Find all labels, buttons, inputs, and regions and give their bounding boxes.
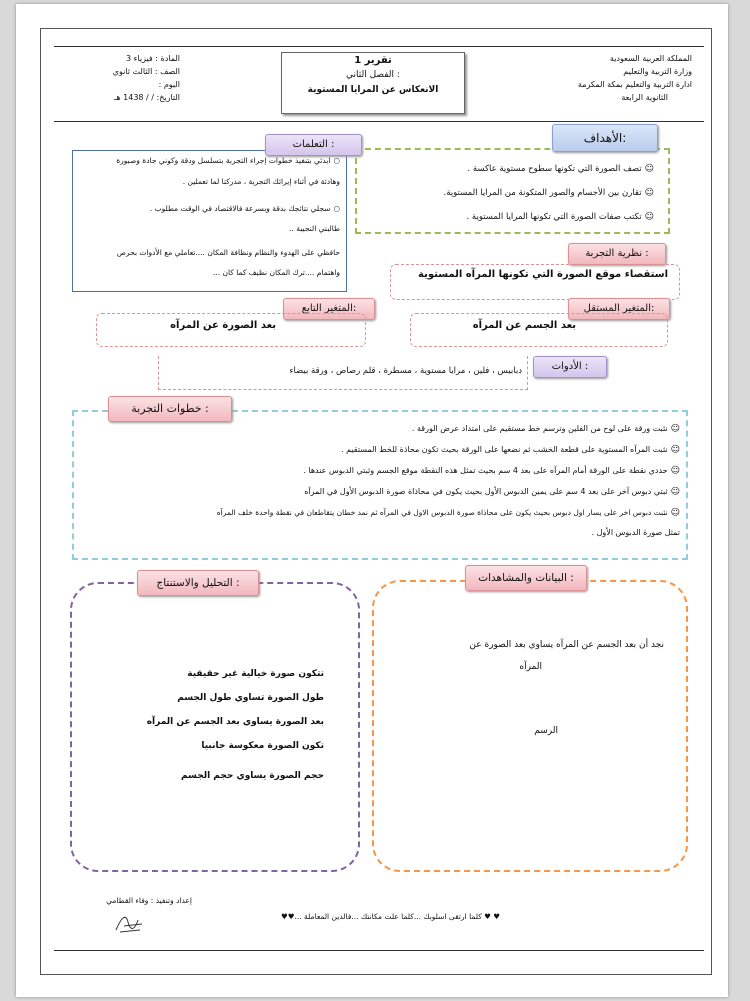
step-text: نثبت دبوس اخر على يسار اول دبوس بحيث يكون على محاذاة صورة الدبوس الاول في المرآه ثم نمد خطان يتقاطعان في نقطة واحدة خلف المرآه <box>216 508 668 517</box>
header-right-line: الثانوية الرابعة <box>621 93 668 102</box>
step-item <box>80 445 680 466</box>
instruction-line <box>78 156 340 177</box>
objectives-label: الأهداف: <box>552 124 658 152</box>
instructions-label: التعلمات : <box>265 134 362 156</box>
subject-info <box>80 52 180 104</box>
report-number: تقرير 1 <box>354 55 392 66</box>
header-bottom-rule <box>54 121 704 122</box>
instruction-line: طالبتي النجيبة .. <box>289 224 340 233</box>
objectives-list <box>364 157 654 229</box>
tools-text: دبابيس ، فلين ، مرايا مستوية ، مسطرة ، قلم رصاص ، ورقة بيضاء <box>289 366 522 376</box>
footer-slogan: ♥ ♥ كلما ارتقى اسلوبك ...كلما علت مكانتك ...فالدين المعاملة ...♥♥ <box>281 912 500 921</box>
dependent-variable-label: المتغير التابع: <box>283 298 375 320</box>
steps-label: خطوات التجربة : <box>108 396 232 422</box>
smiley-icon: ☺ <box>644 164 654 174</box>
smiley-icon: ☺ <box>644 188 654 198</box>
day-line: اليوم : <box>158 80 180 89</box>
subject-line: المادة : فيزياء 3 <box>126 54 180 63</box>
instruction-line: حافظي على الهدوء والنظام ونظافة المكان ....تعاملي مع الأدوات بحرص <box>116 248 340 257</box>
step-text: نثبت ورقة على لوح من الفلين ونرسم خط مستقيم على امتداد عرض الورقة . <box>411 424 668 433</box>
instructions-list <box>78 156 340 286</box>
drawing-label: الرسم <box>534 726 558 736</box>
smiley-icon: ☺ <box>670 508 680 518</box>
analysis-line: حجم الصورة يساوي حجم الجسم <box>181 771 324 781</box>
tools-label: الأدوات : <box>533 356 607 378</box>
date-line: التاريخ: / / 1438 هـ <box>114 93 180 102</box>
step-text: ثبتي دبوس آخر على بعد 4 سم على يمين الدبوس الأول بحيث يكون في محاذاة صورة الدبوس الأول في المرآه <box>304 487 668 496</box>
step-continuation: تمثل صورة الدبوس الأول . <box>591 528 680 537</box>
objective-item <box>364 157 654 181</box>
bullet-icon: ○ <box>333 204 340 213</box>
objective-item <box>364 181 654 205</box>
instruction-line: واهتمام ....ترك المكان نظيف كما كان ... <box>212 268 340 277</box>
footer-rule <box>54 950 704 951</box>
step-text: نثبت المرآه المستوية على قطعة الخشب ثم نضعها على الورقة بحيث تكون محاذة للخط المستقيم . <box>340 445 668 454</box>
independent-variable-value: بعد الجسم عن المرآه <box>472 320 576 331</box>
instruction-text: سجلي نتائجك بدقة وبسرعة فالاقتصاد في الوقت مطلوب . <box>149 204 331 213</box>
step-item <box>80 466 680 487</box>
analysis-label: التحليل والاستنتاج : <box>137 570 259 596</box>
analysis-line: تكون الصورة معكوسة جانبيا <box>201 741 324 751</box>
header-right-line: ادارة التربية والتعليم بمكة المكرمة <box>577 80 692 89</box>
step-item <box>80 487 680 508</box>
header-top-rule <box>54 46 704 47</box>
step-text: حددي نقطة على الورقة أمام المرآه على بعد 4 سم بحيث تمثل هذه النقطة موقع الجسم وثبتي الدبوس عندها . <box>303 466 668 475</box>
smiley-icon: ☺ <box>670 487 680 497</box>
instruction-line: وهادئة في أثناء إيرائك التجربة ، مدركتا لما تعملين . <box>182 177 340 186</box>
analysis-list <box>140 662 324 788</box>
observations-label: البيانات والمشاهدات : <box>465 565 587 591</box>
smiley-icon: ☺ <box>670 466 680 476</box>
objective-item <box>364 205 654 229</box>
instruction-text: ابدئي بتنفيذ خطوات إجراء التجربة بتسلسل ودقة وكوني جادة وصبورة <box>116 156 331 165</box>
analysis-line: بعد الصورة يساوي بعد الجسم عن المرآه <box>146 717 324 727</box>
report-title-box <box>281 52 465 114</box>
analysis-line: تتكون صورة خيالية غير حقيقية <box>187 669 324 679</box>
school-info <box>502 52 692 104</box>
objective-text: تكتب صفات الصورة التي تكونها المرايا المستوية . <box>466 212 642 222</box>
signature-scribble <box>112 910 148 936</box>
bullet-icon: ○ <box>333 156 340 165</box>
lesson-topic: الانعكاس عن المرايا المستوية <box>307 85 439 95</box>
theory-label: نظرية التجربة : <box>568 243 666 265</box>
theory-text: استقصاء موقع الصورة التي تكونها المرآه المستوية <box>418 269 668 280</box>
dependent-variable-value: بعد الصورة عن المرآه <box>170 320 276 331</box>
chapter-label: الفصل الثاني : <box>346 70 400 80</box>
header-right-line: وزارة التربية والتعليم <box>623 67 692 76</box>
objective-text: تصف الصورة التي تكونها سطوح مستوية عاكسة . <box>467 164 642 174</box>
smiley-icon: ☺ <box>670 424 680 434</box>
observation-line: المرآه <box>519 662 542 672</box>
independent-variable-label: المتغير المستقل: <box>568 298 670 320</box>
step-item <box>80 424 680 445</box>
instruction-line <box>78 204 340 224</box>
observations-content <box>384 634 664 742</box>
step-item <box>80 508 680 528</box>
analysis-line: طول الصورة تساوي طول الجسم <box>177 693 324 703</box>
author-credit: إعداد وتنفيذ : وفاء القطامي <box>106 896 192 905</box>
objective-text: تقارن بين الأجسام والصور المتكونة من المرايا المستوية. <box>443 188 642 198</box>
smiley-icon: ☺ <box>644 212 654 222</box>
smiley-icon: ☺ <box>670 445 680 455</box>
header-right-line: المملكة العربية السعودية <box>609 54 692 63</box>
observation-line: نجد أن بعد الجسم عن المرآه يساوي بعد الصورة عن <box>469 640 664 650</box>
steps-list <box>80 424 680 546</box>
grade-line: الصف : الثالث ثانوي <box>112 67 180 76</box>
